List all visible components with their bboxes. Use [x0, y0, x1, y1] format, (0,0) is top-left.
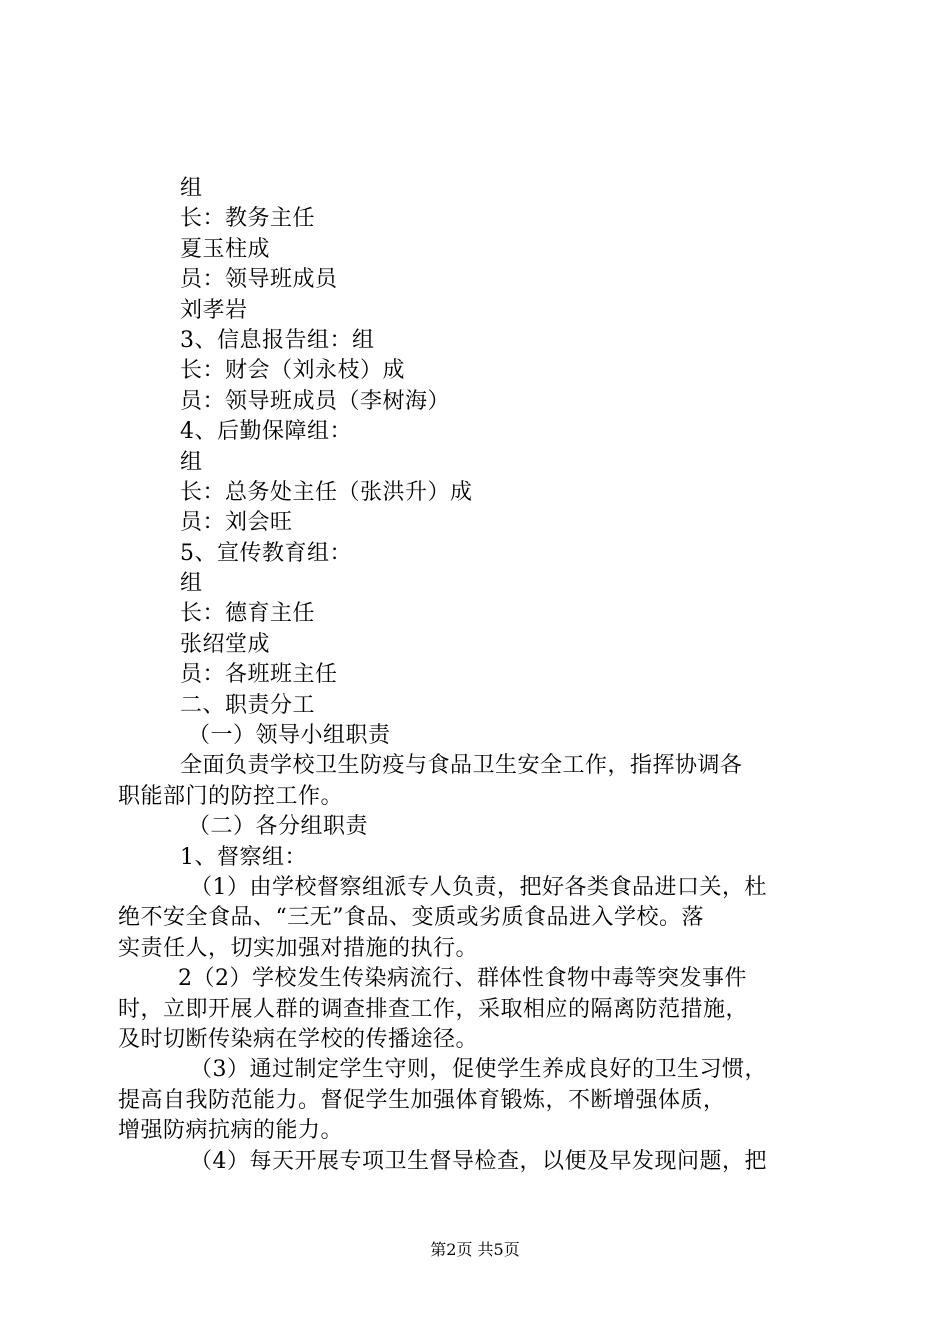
paragraph-line: 全面负责学校卫生防疫与食品卫生安全工作，指挥协调各 [180, 753, 743, 779]
text-line: 长：德育主任 [180, 601, 316, 627]
paragraph-line: 及时切断传染病在学校的传播途径。 [118, 1026, 479, 1052]
document-body [118, 174, 838, 1177]
paragraph-line: （3）通过制定学生守则，促使学生养成良好的卫生习惯， [190, 1057, 767, 1083]
subsection-heading: （二）各分组职责 [188, 814, 369, 840]
paragraph-line: 时，立即开展人群的调查排查工作，采取相应的隔离防范措施， [118, 996, 749, 1022]
paragraph-line: 提高自我防范能力。督促学生加强体育锻炼，不断增强体质， [118, 1087, 726, 1113]
text-line: 员：刘会旺 [180, 510, 293, 536]
subsection-heading: （一）领导小组职责 [188, 723, 391, 749]
paragraph-line: 增强防病抗病的能力。 [118, 1118, 344, 1144]
text-line: 组 [180, 449, 203, 475]
text-line: 员：领导班成员 [180, 267, 338, 293]
text-line: 员：各班班主任 [180, 662, 338, 688]
paragraph-line: （4）每天开展专项卫生督导检查，以便及早发现问题，把 [190, 1148, 767, 1174]
paragraph-line: 职能部门的防控工作。 [118, 783, 344, 809]
section-heading: 二、职责分工 [180, 692, 316, 718]
text-line: 长：财会（刘永枝）成 [180, 358, 406, 384]
text-line: 长：总务处主任（张洪升）成 [180, 479, 473, 505]
text-line: 员：领导班成员（李树海） [180, 388, 451, 414]
text-line: 张绍堂成 [180, 631, 271, 657]
text-line: 刘孝岩 [180, 297, 248, 323]
paragraph-line: 绝不安全食品、“三无”食品、变质或劣质食品进入学校。落 [118, 905, 704, 931]
text-line: 长：教务主任 [180, 206, 316, 232]
text-line: 组 [180, 176, 203, 201]
paragraph-line: 2（2）学校发生传染病流行、群体性食物中毒等突发事件 [178, 966, 747, 992]
text-line: 1、督察组： [180, 844, 307, 870]
paragraph-line: 实责任人，切实加强对措施的执行。 [118, 935, 479, 961]
text-line: 组 [180, 571, 203, 597]
text-line: 4、后勤保障组： [180, 419, 352, 445]
paragraph-line: （1）由学校督察组派专人负责，把好各类食品进口关，杜 [190, 874, 767, 900]
text-line: 3、信息报告组：组 [180, 327, 375, 353]
page-number: 第2页 共5页 [430, 1240, 520, 1259]
text-line: 夏玉柱成 [180, 236, 271, 262]
text-line: 5、宣传教育组： [180, 540, 352, 566]
